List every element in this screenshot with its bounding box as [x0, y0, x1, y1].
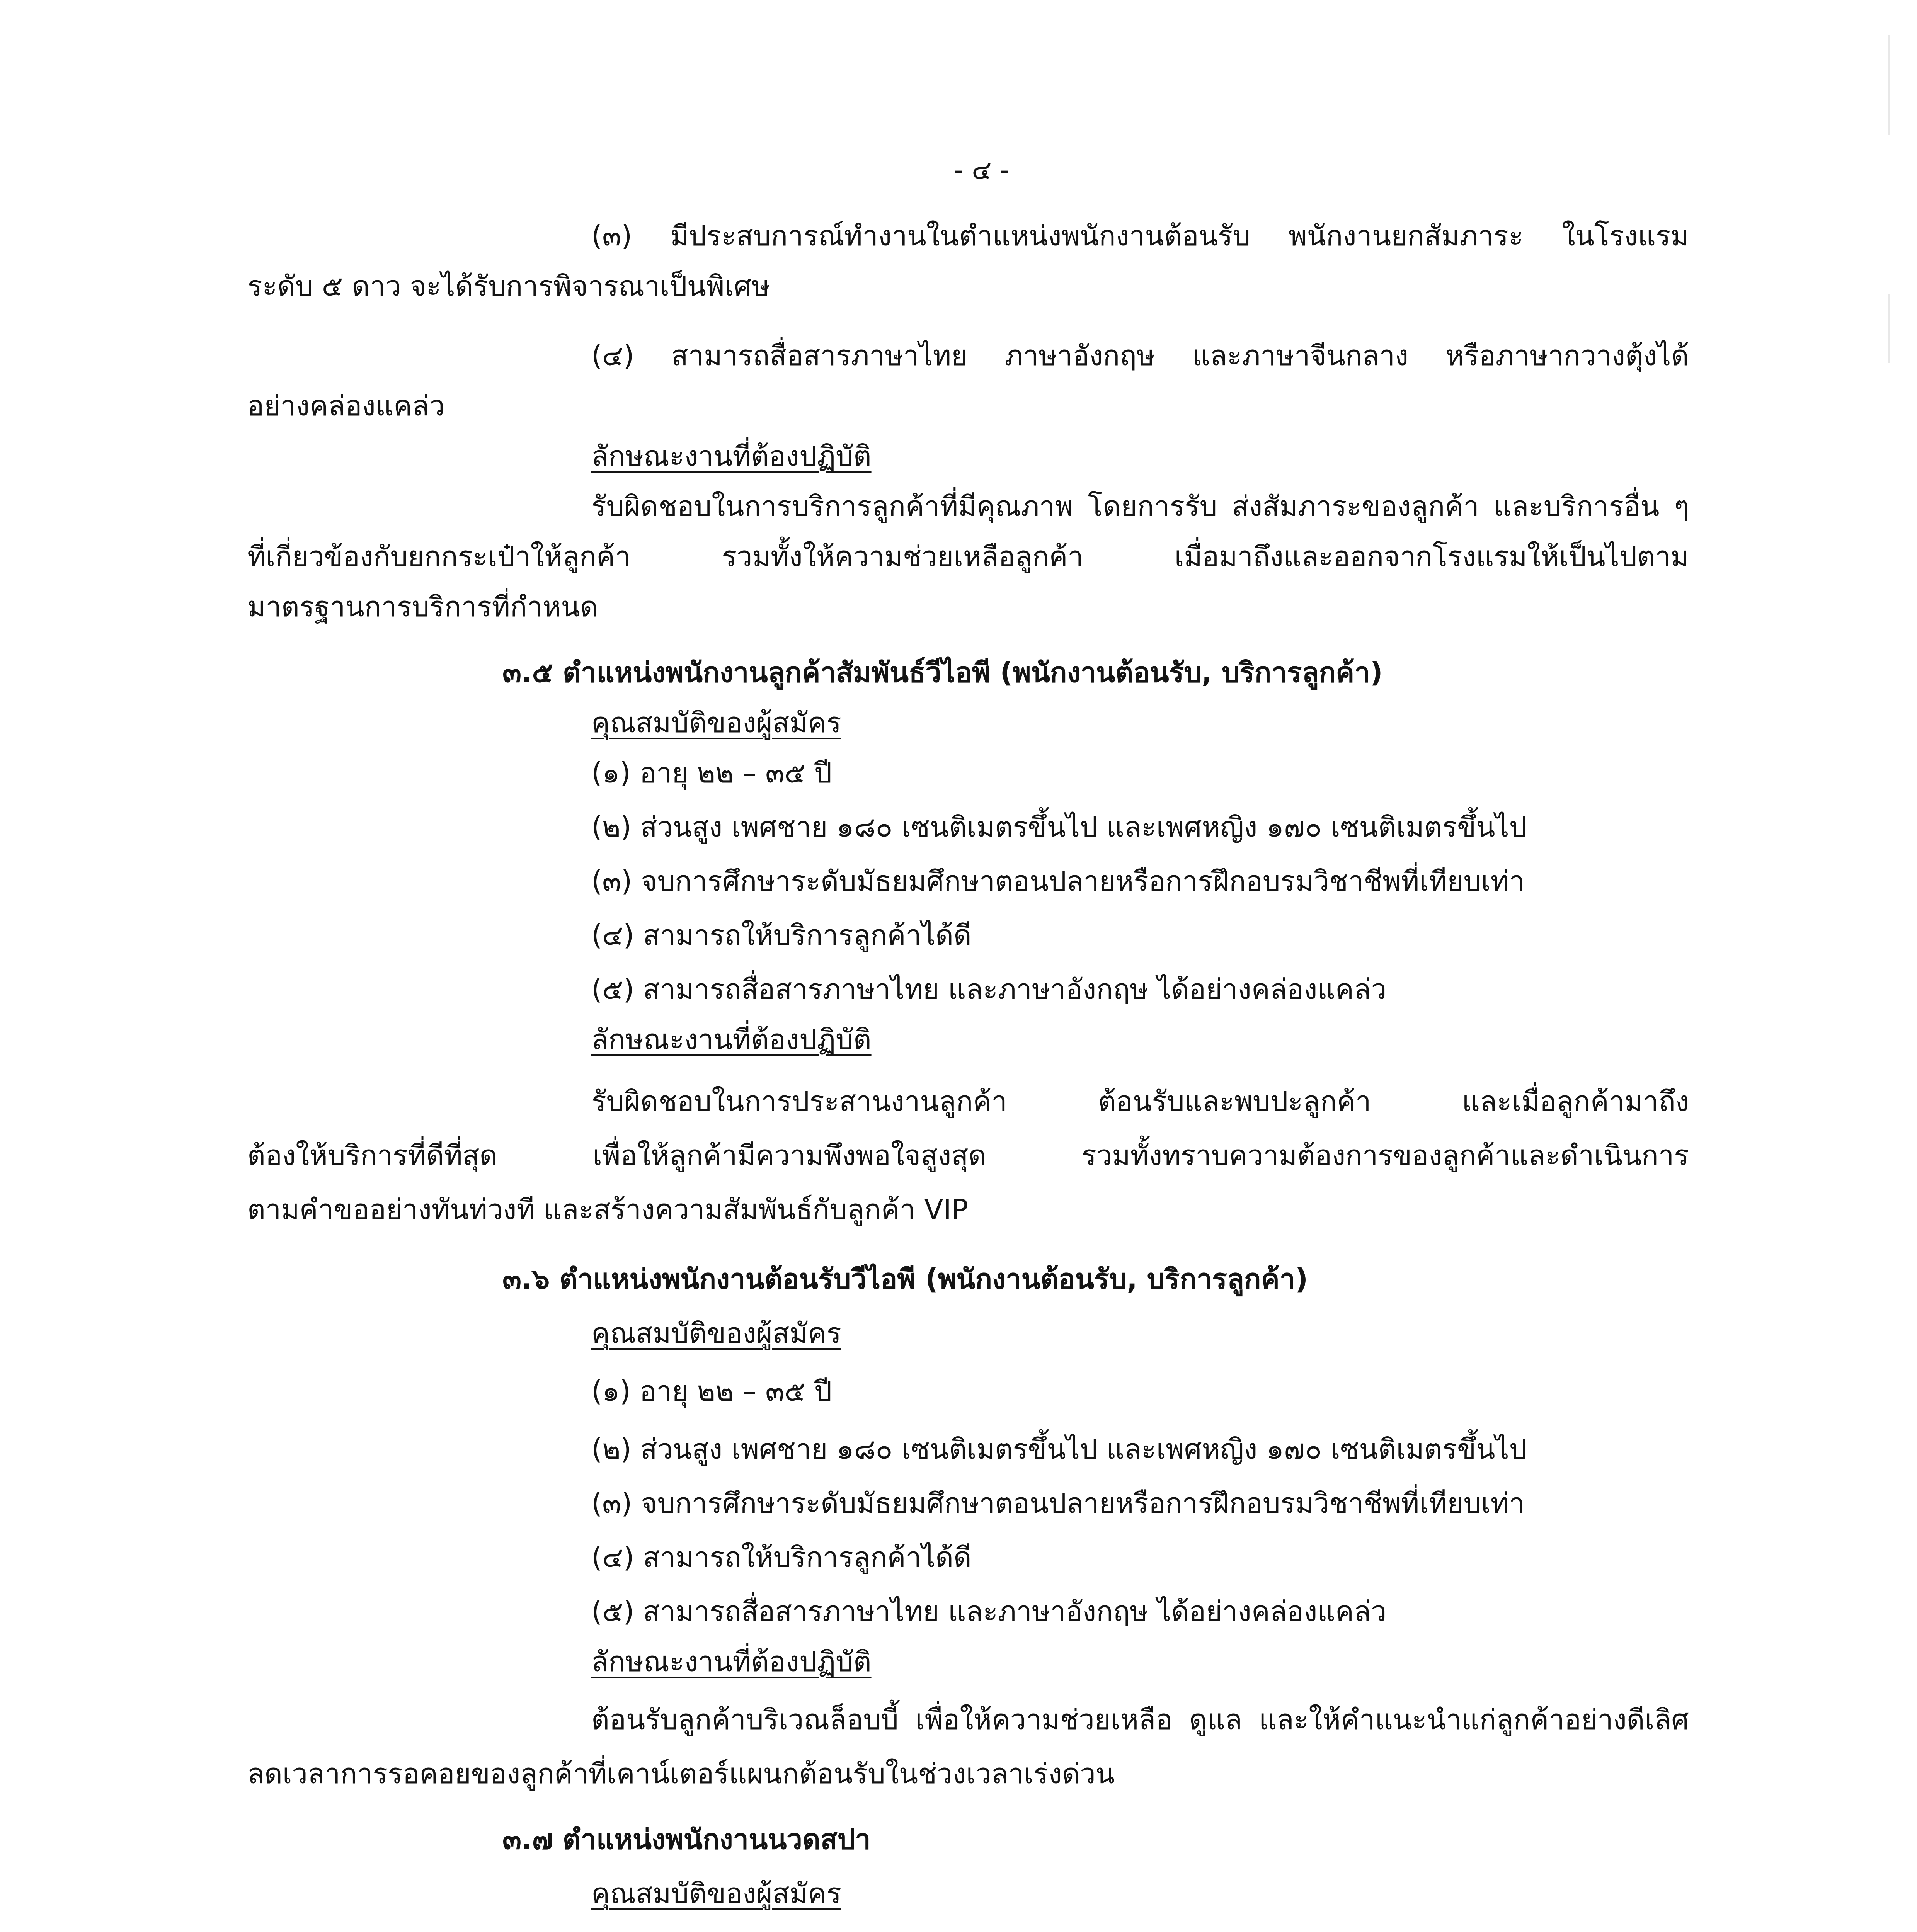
paragraph-line: ต้องให้บริการที่ดีที่สุด เพื่อให้ลูกค้ามีความพึงพอใจสูงสุด รวมทั้งทราบความต้องการของลูกค้าและดำเนินการ [247, 1139, 1689, 1172]
position-heading: ๓.๕ ตำแหน่งพนักงานลูกค้าสัมพันธ์วีไอพี (พนักงานต้อนรับ, บริการลูกค้า) [502, 656, 1383, 689]
paragraph-line: ที่เกี่ยวข้องกับยกกระเป๋าให้ลูกค้า รวมทั้งให้ความช่วยเหลือลูกค้า เมื่อมาถึงและออกจากโรงแรมให้เป็นไปตาม [247, 540, 1689, 573]
paragraph-line: ตามคำขออย่างทันท่วงที และสร้างความสัมพันธ์กับลูกค้า VIP [247, 1193, 969, 1226]
list-item: (๒) ส่วนสูง เพศชาย ๑๘๐ เซนติเมตรขึ้นไป และเพศหญิง ๑๗๐ เซนติเมตรขึ้นไป [591, 1433, 1527, 1465]
list-item: (๔) สามารถให้บริการลูกค้าได้ดี [591, 1541, 972, 1573]
paragraph-line: ต้อนรับลูกค้าบริเวณล็อบบี้ เพื่อให้ความช่วยเหลือ ดูแล และให้คำแนะนำแก่ลูกค้าอย่างดีเลิศ [591, 1703, 1689, 1736]
paragraph-line: มาตรฐานการบริการที่กำหนด [247, 590, 598, 623]
list-item: (๑) อายุ ๒๒ – ๓๕ ปี [591, 1375, 832, 1407]
paragraph-line: ระดับ ๕ ดาว จะได้รับการพิจารณาเป็นพิเศษ [247, 270, 770, 302]
paragraph-line: อย่างคล่องแคล่ว [247, 389, 445, 422]
list-item: (๕) สามารถสื่อสารภาษาไทย และภาษาอังกฤษ ได้อย่างคล่องแคล่ว [591, 1595, 1387, 1628]
section-subheading: คุณสมบัติของผู้สมัคร [591, 1317, 841, 1349]
page-number: - ๔ - [954, 155, 1010, 185]
list-item: (๒) ส่วนสูง เพศชาย ๑๘๐ เซนติเมตรขึ้นไป และเพศหญิง ๑๗๐ เซนติเมตรขึ้นไป [591, 811, 1527, 843]
list-item: (๔) สามารถให้บริการลูกค้าได้ดี [591, 919, 972, 951]
list-item: (๔) สามารถสื่อสารภาษาไทย ภาษาอังกฤษ และภาษาจีนกลาง หรือภาษากวางตุ้งได้ [591, 339, 1689, 372]
section-subheading: ลักษณะงานที่ต้องปฏิบัติ [591, 440, 872, 472]
section-subheading: คุณสมบัติของผู้สมัคร [591, 1877, 841, 1910]
list-item: (๓) จบการศึกษาระดับมัธยมศึกษาตอนปลายหรือการฝึกอบรมวิชาชีพที่เทียบเท่า [591, 1487, 1525, 1519]
section-subheading: ลักษณะงานที่ต้องปฏิบัติ [591, 1023, 872, 1056]
section-subheading: ลักษณะงานที่ต้องปฏิบัติ [591, 1645, 872, 1678]
list-item: (๓) จบการศึกษาระดับมัธยมศึกษาตอนปลายหรือการฝึกอบรมวิชาชีพที่เทียบเท่า [591, 865, 1525, 897]
scan-edge-mark [1888, 35, 1890, 135]
list-item: (๑) อายุ ๒๒ – ๓๕ ปี [591, 757, 832, 789]
paragraph-line: ลดเวลาการรอคอยของลูกค้าที่เคาน์เตอร์แผนกต้อนรับในช่วงเวลาเร่งด่วน [247, 1757, 1115, 1790]
position-heading: ๓.๗ ตำแหน่งพนักงานนวดสปา [502, 1823, 871, 1855]
paragraph-line: รับผิดชอบในการประสานงานลูกค้า ต้อนรับและพบปะลูกค้า และเมื่อลูกค้ามาถึง [591, 1085, 1689, 1117]
scan-edge-mark [1888, 294, 1890, 363]
list-item: (๓) มีประสบการณ์ทำงานในตำแหน่งพนักงานต้อนรับ พนักงานยกสัมภาระ ในโรงแรม [591, 219, 1689, 252]
list-item: (๕) สามารถสื่อสารภาษาไทย และภาษาอังกฤษ ได้อย่างคล่องแคล่ว [591, 973, 1387, 1005]
position-heading: ๓.๖ ตำแหน่งพนักงานต้อนรับวีไอพี (พนักงานต้อนรับ, บริการลูกค้า) [502, 1263, 1308, 1295]
paragraph-line: รับผิดชอบในการบริการลูกค้าที่มีคุณภาพ โดยการรับ ส่งสัมภาระของลูกค้า และบริการอื่น ๆ [591, 490, 1689, 522]
section-subheading: คุณสมบัติของผู้สมัคร [591, 706, 841, 739]
